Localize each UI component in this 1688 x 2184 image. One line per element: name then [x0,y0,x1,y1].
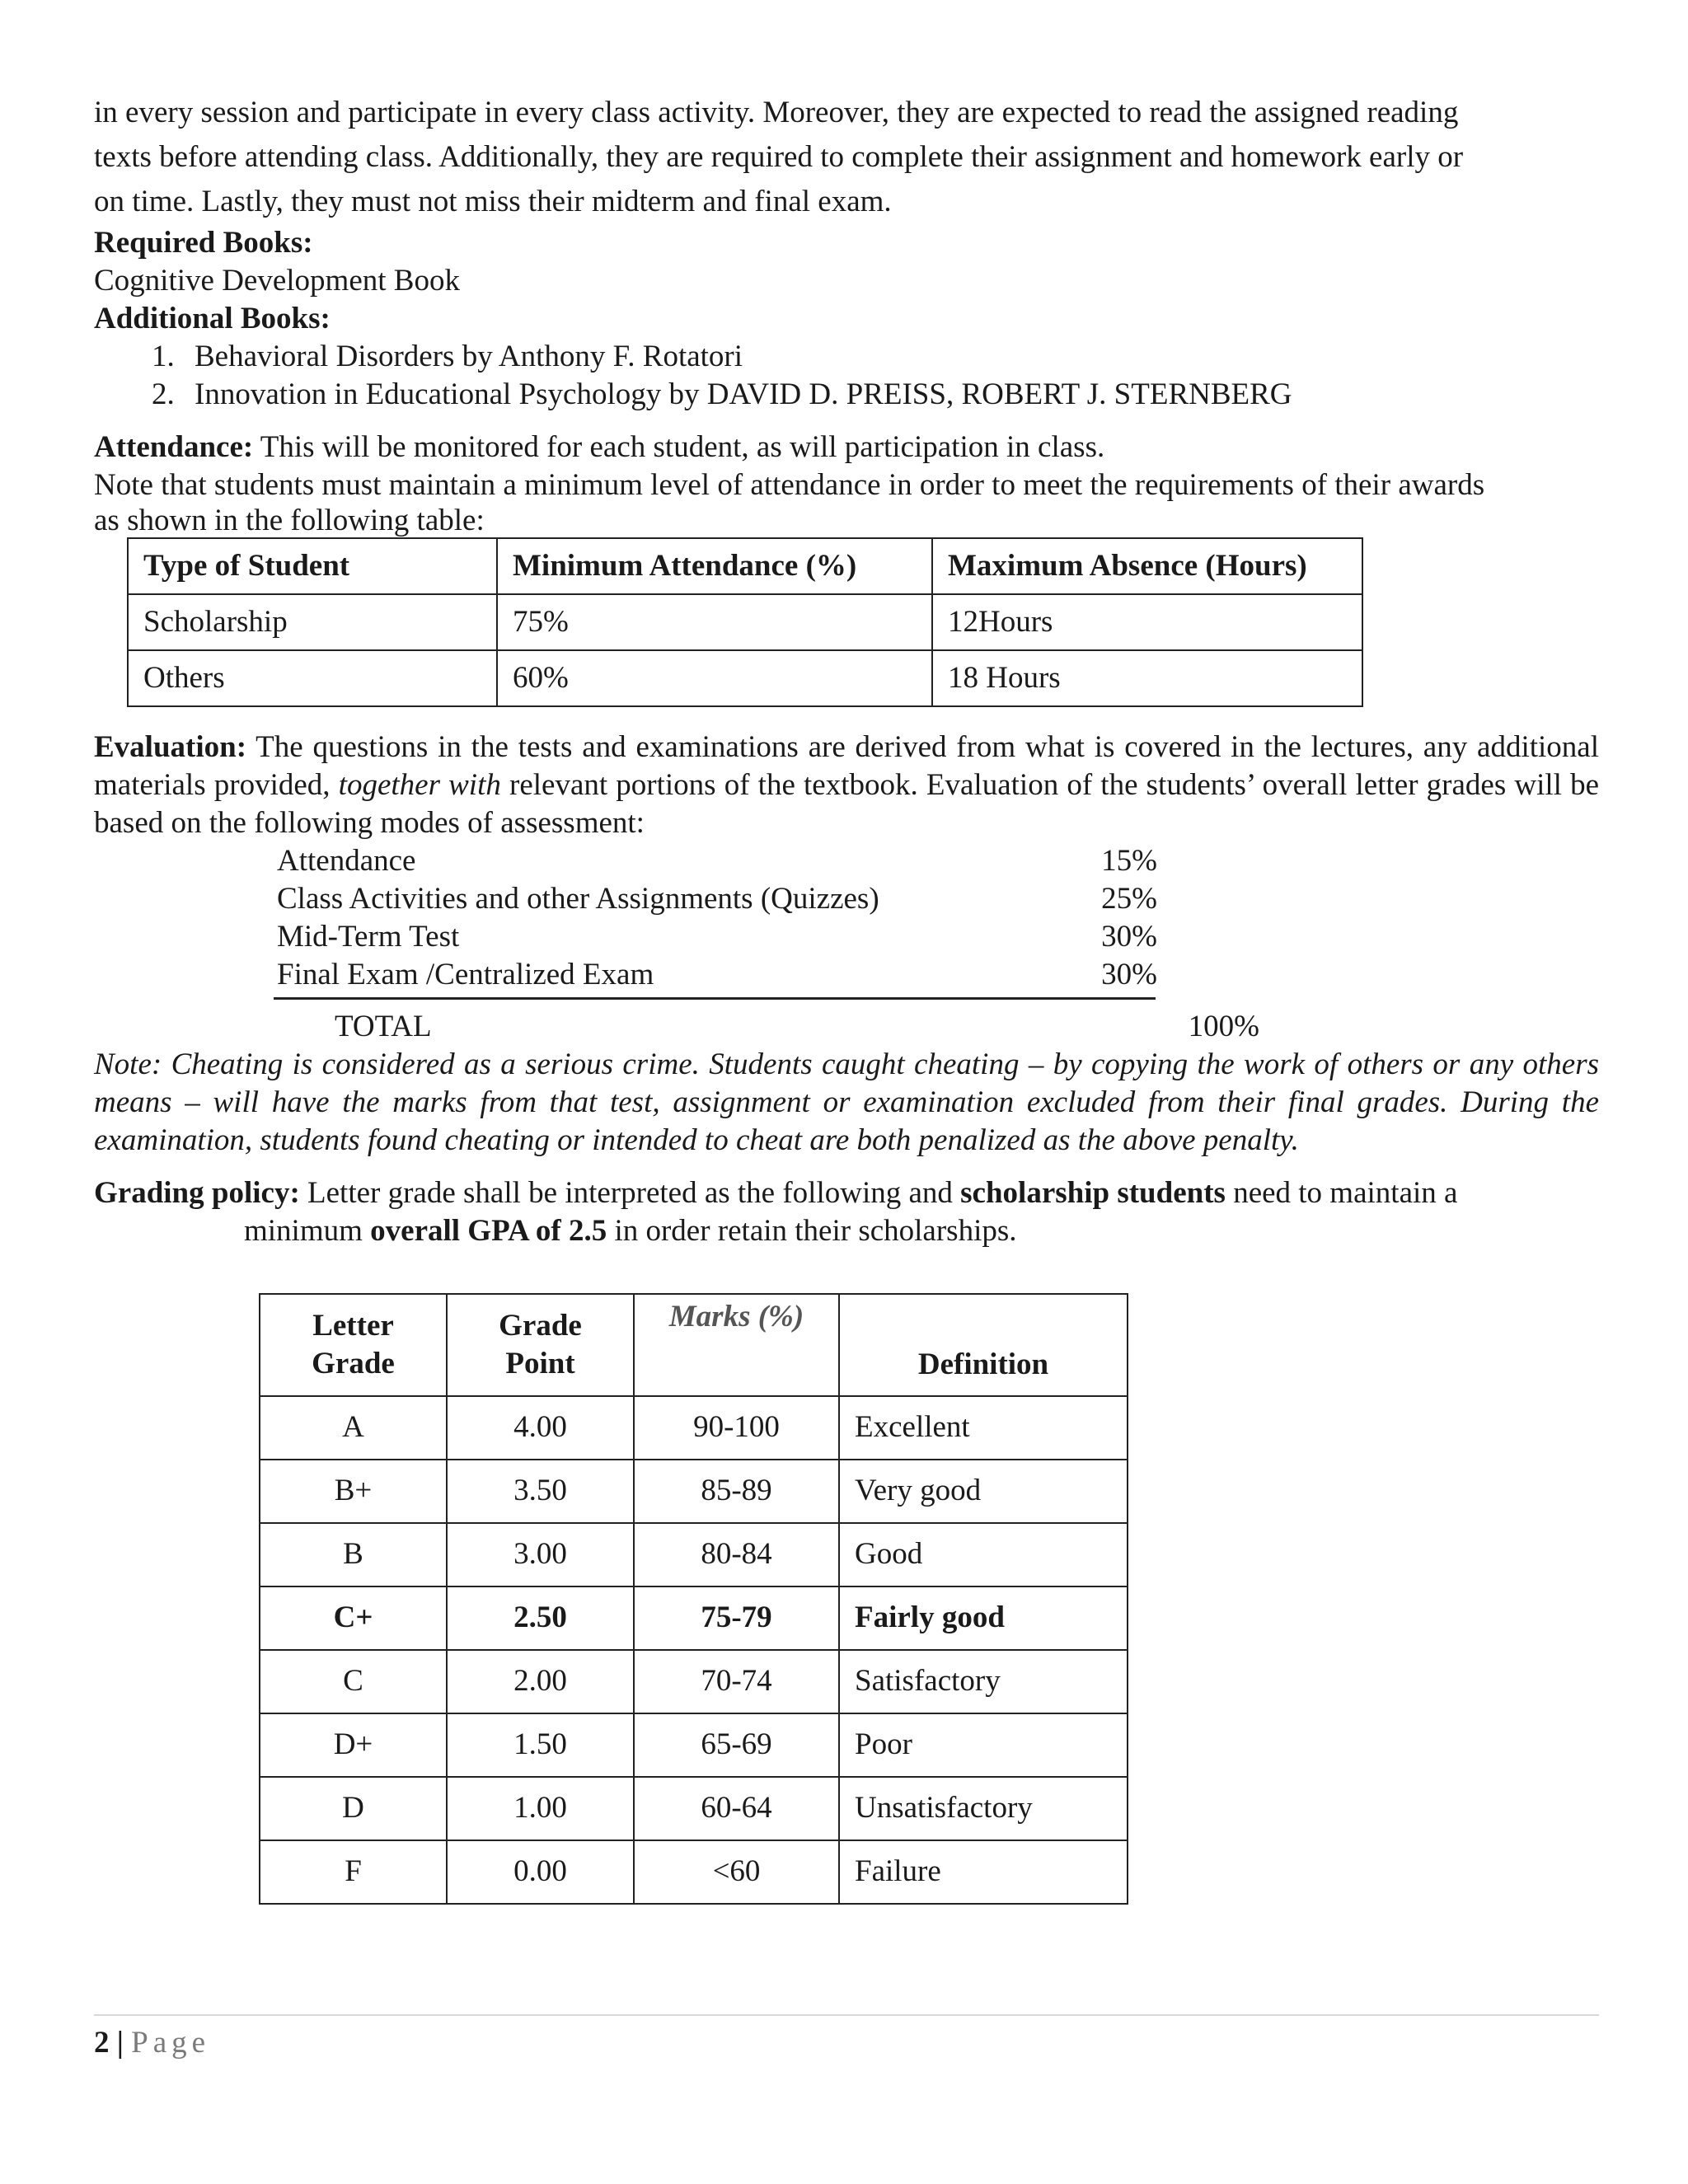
table-cell: 18 Hours [932,650,1362,706]
table-header-row [128,538,1362,594]
column-header: Type of Student [128,538,497,594]
attendance-note: Note that students must maintain a minimum level of attendance in order to meet the requirements of their awards [94,468,1485,502]
list-item [277,956,1157,994]
book-title: Innovation in Educational Psychology by DAVID D. PREISS, ROBERT J. STERNBERG [195,377,1292,411]
table-cell: Excellent [839,1396,1128,1460]
attendance-paragraph [94,429,1599,466]
column-header: Marks (%) [634,1294,839,1396]
table-cell: 75-79 [634,1586,839,1650]
table-cell: Unsatisfactory [839,1777,1128,1840]
list-item [277,918,1157,956]
table-cell: 65-69 [634,1713,839,1777]
required-book-item: Cognitive Development Book [94,264,460,298]
grading-text: in order retain their scholarships. [607,1214,1017,1248]
list-item [94,376,1599,414]
table-cell: 0.00 [447,1840,634,1904]
table-row [260,1650,1128,1713]
page-number: 2 [94,2026,110,2060]
assessment-list [277,842,1259,1046]
column-header [260,1294,447,1396]
grading-bold: overall GPA of 2.5 [370,1214,607,1248]
assessment-weight: 15% [1101,844,1157,878]
attendance-label: Attendance: [94,430,254,464]
table-cell: 85-89 [634,1460,839,1523]
footer-divider [94,2014,1599,2016]
evaluation-text: relevant portions of the textbook. Evaluation of the students’ overall letter grades will be based on the following modes of assessment: [94,768,1599,840]
table-row [260,1777,1128,1840]
grading-paragraph [94,1174,1599,1212]
total-divider [274,997,1156,1000]
book-title: Behavioral Disorders by Anthony F. Rotatori [195,340,743,373]
table-cell: 80-84 [634,1523,839,1586]
table-row [128,594,1362,650]
assessment-weight: 30% [1101,920,1157,954]
table-row [260,1460,1128,1523]
table-cell: 60% [497,650,932,706]
table-cell: C [260,1650,447,1713]
intro-paragraph [94,91,1599,224]
table-cell: C+ [260,1586,447,1650]
assessment-name: Class Activities and other Assignments (Quizzes) [277,882,879,916]
column-header [447,1294,634,1396]
document-page [94,91,1599,1905]
table-row-highlighted [260,1586,1128,1650]
table-row [260,1396,1128,1460]
table-cell: 12Hours [932,594,1362,650]
grading-text: minimum [244,1214,371,1248]
assessment-name: Mid-Term Test [277,920,460,954]
footer-separator: | [109,2026,132,2060]
assessment-total [277,1008,1259,1046]
table-cell: Scholarship [128,594,497,650]
header-text: Letter [312,1309,394,1343]
assessment-name: Attendance [277,844,416,878]
list-number: 1. [152,340,175,373]
table-cell: A [260,1396,447,1460]
column-header: Minimum Attendance (%) [497,538,932,594]
evaluation-paragraph [94,729,1599,842]
required-books-heading: Required Books: [94,226,313,260]
assessment-weight: 30% [1101,958,1157,991]
table-cell: 1.00 [447,1777,634,1840]
table-cell: <60 [634,1840,839,1904]
table-header-row [260,1294,1128,1396]
grading-text: Letter grade shall be interpreted as the following and [299,1176,961,1210]
assessment-name: Final Exam /Centralized Exam [277,958,654,991]
additional-books-heading: Additional Books: [94,302,331,335]
table-cell: D+ [260,1713,447,1777]
table-cell: 90-100 [634,1396,839,1460]
table-row [260,1840,1128,1904]
list-item [277,842,1157,880]
list-item [94,338,1599,376]
evaluation-text: The questions in the tests and examinations are derived from what is covered in the lectures, any additional materials provided, [94,730,1599,802]
header-text: Grade [312,1347,395,1380]
header-text: Grade [499,1309,582,1343]
attendance-table [127,537,1363,707]
table-cell: B [260,1523,447,1586]
page-label: Page [131,2026,211,2060]
table-cell: 75% [497,594,932,650]
grading-table [259,1293,1128,1905]
table-cell: 70-74 [634,1650,839,1713]
assessment-weight: 25% [1101,882,1157,916]
header-text: Point [505,1347,575,1380]
additional-books-list [94,338,1599,414]
table-cell: Failure [839,1840,1128,1904]
table-cell: Poor [839,1713,1128,1777]
intro-line: on time. Lastly, they must not miss their midterm and final exam. [94,185,892,218]
list-number: 2. [152,377,175,411]
page-footer [94,2023,210,2063]
table-cell: 1.50 [447,1713,634,1777]
column-header: Definition [839,1294,1128,1396]
grading-text: need to maintain a [1225,1176,1458,1210]
total-value: 100% [1188,1010,1259,1043]
list-item [277,880,1157,918]
table-cell: 2.00 [447,1650,634,1713]
table-row [260,1713,1128,1777]
table-cell: F [260,1840,447,1904]
table-cell: 3.00 [447,1523,634,1586]
attendance-note: as shown in the following table: [94,504,485,537]
table-cell: Others [128,650,497,706]
table-cell: Very good [839,1460,1128,1523]
total-label: TOTAL [335,1010,432,1043]
table-cell: 2.50 [447,1586,634,1650]
table-cell: 4.00 [447,1396,634,1460]
cheating-note: Note: Cheating is considered as a serious crime. Students caught cheating – by copying the work of others or any others means – will have the marks from that test, assignment or examination excluded from their final grades. During the examination, students found cheating or intended to cheat are both penalized as the above penalty. [94,1047,1599,1157]
table-cell: Fairly good [839,1586,1128,1650]
evaluation-italic: together with [338,768,501,802]
table-cell: Good [839,1523,1128,1586]
evaluation-label: Evaluation: [94,730,247,764]
table-cell: Satisfactory [839,1650,1128,1713]
table-cell: 3.50 [447,1460,634,1523]
grading-paragraph-cont [244,1212,1599,1250]
intro-line: texts before attending class. Additionally, they are required to complete their assignment and homework early or [94,140,1464,174]
table-cell: D [260,1777,447,1840]
table-cell: B+ [260,1460,447,1523]
grading-bold: scholarship students [960,1176,1226,1210]
grading-label: Grading policy: [94,1176,300,1210]
table-row [260,1523,1128,1586]
attendance-text: This will be monitored for each student, as will participation in class. [253,430,1105,464]
column-header: Maximum Absence (Hours) [932,538,1362,594]
intro-line: in every session and participate in every class activity. Moreover, they are expected to read the assigned reading [94,96,1459,129]
table-row [128,650,1362,706]
table-cell: 60-64 [634,1777,839,1840]
